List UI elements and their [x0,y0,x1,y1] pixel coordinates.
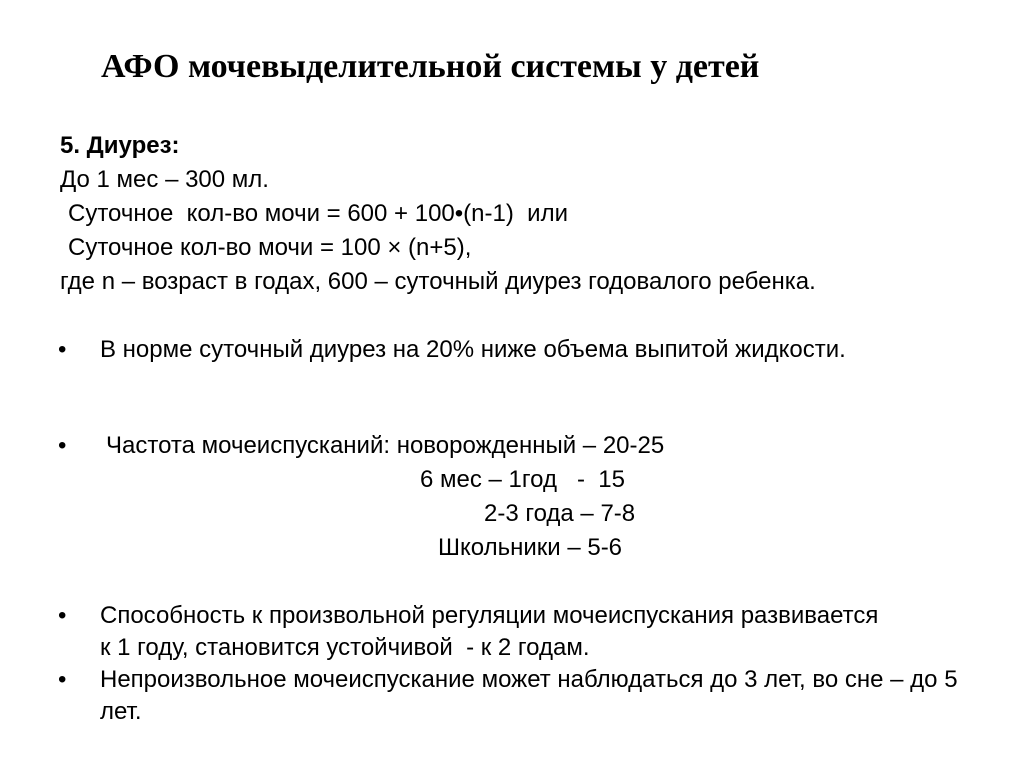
frequency-row-6m-1y: 6 мес – 1год - 15 [420,466,625,493]
bullet-marker-norm: • [58,336,67,363]
bullet-involuntary-text: Непроизвольное мочеиспускание может наблюдаться до 3 лет, во сне – до 5 лет. [100,666,958,725]
diuresis-note: где n – возраст в годах, 600 – суточный диурез годовалого ребенка. [60,268,816,295]
bullet-norm-text: В норме суточный диурез на 20% ниже объема выпитой жидкости. [100,336,846,363]
diuresis-formula-1: Суточное кол-во мочи = 600 + 100•(n-1) или [68,200,568,227]
diuresis-formula-2: Суточное кол-во мочи = 100 × (n+5), [68,234,472,261]
frequency-row-school: Школьники – 5-6 [438,534,623,561]
frequency-label: Частота мочеиспусканий: новорожденный – 20-25 [106,432,665,459]
bullet-marker-frequency: • [58,432,67,459]
bullet-marker-involuntary: • [58,666,67,693]
frequency-row-2-3y: 2-3 года – 7-8 [484,500,636,527]
diuresis-line-month: До 1 мес – 300 мл. [60,166,269,193]
diuresis-heading: 5. Диурез: [60,132,180,159]
bullet-regulation-text: Способность к произвольной регуляции мочеиспускания развивается к 1 году, становится устойчивой - к 2 годам. [100,602,886,661]
bullet-marker-regulation: • [58,602,67,629]
slide-title: АФО мочевыделительной системы у детей [101,48,760,85]
